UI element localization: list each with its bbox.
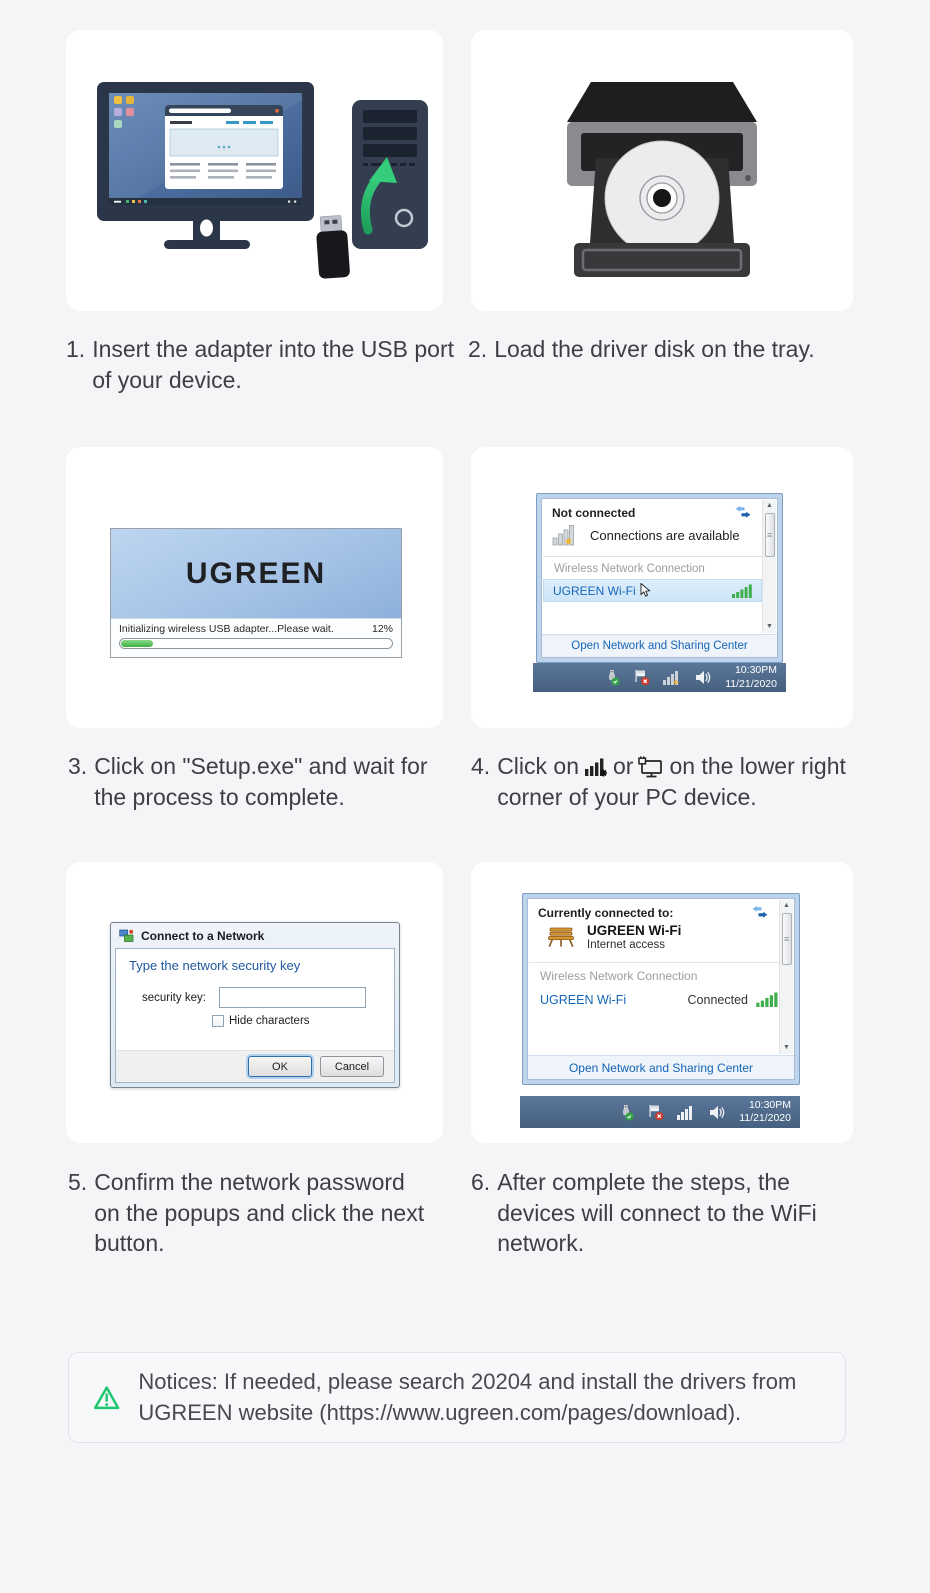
speaker-icon[interactable] xyxy=(709,1105,726,1120)
installer-progress-bar xyxy=(119,638,393,649)
signal-strength-icon xyxy=(732,584,752,598)
computer-usb-illustration xyxy=(66,30,443,311)
step-caption-text: After complete the steps, the devices will connect to the WiFi network. xyxy=(497,1169,817,1257)
dialog-title: Connect to a Network xyxy=(141,928,265,943)
network-tray-icon[interactable] xyxy=(677,1105,696,1120)
installer-progress-fill xyxy=(121,640,153,647)
disc-drive-illustration xyxy=(471,30,853,311)
step-caption-6 xyxy=(471,1167,837,1259)
dialog-heading: Type the network security key xyxy=(129,958,301,973)
network-item-ugreen-wifi[interactable] xyxy=(543,579,762,602)
notice-box xyxy=(68,1352,846,1443)
step-card-1 xyxy=(66,30,443,311)
caption-text-part: Click on xyxy=(497,753,579,779)
network-tray-icon[interactable] xyxy=(663,670,682,685)
security-key-input[interactable] xyxy=(219,987,366,1008)
step-caption-text: Insert the adapter into the USB port of your device. xyxy=(92,336,455,393)
installer-percent: 12% xyxy=(371,623,393,635)
connect-network-dialog xyxy=(110,922,400,1088)
caption-text-part: on the lower right corner of your PC device. xyxy=(497,753,846,810)
network-item-ugreen-wifi[interactable] xyxy=(528,986,794,1011)
step-caption-4 xyxy=(471,751,849,812)
network-bench-icon xyxy=(546,926,576,948)
cursor-icon xyxy=(640,583,651,598)
step-number: 3. xyxy=(68,753,88,779)
notice-text: Notices: If needed, please search 20204 and install the drivers from UGREEN website (https://www.ugreen.com/pages/download). xyxy=(138,1369,797,1425)
network-section-label: Wireless Network Connection xyxy=(540,969,698,983)
windows-taskbar xyxy=(520,1096,800,1128)
open-network-sharing-link[interactable]: Open Network and Sharing Center xyxy=(542,634,777,657)
scroll-thumb[interactable]: ≡ xyxy=(782,913,792,965)
hide-characters-label: Hide characters xyxy=(229,1015,310,1027)
step-caption-3 xyxy=(68,751,446,812)
step-caption-text: Confirm the network password on the popups and click the next button. xyxy=(94,1169,425,1257)
installer-status-panel xyxy=(111,618,401,657)
step-number: 1. xyxy=(66,336,86,362)
installer-window xyxy=(110,528,402,658)
step-caption-1 xyxy=(66,334,464,395)
flyout-header-text: Not connected xyxy=(552,506,636,520)
scrollbar[interactable] xyxy=(762,500,776,633)
step-card-2 xyxy=(471,30,853,311)
security-key-label: security key: xyxy=(142,991,206,1004)
step-caption-text xyxy=(497,751,849,812)
taskbar-clock[interactable]: 10:30PM 11/21/2020 xyxy=(725,664,777,690)
step-number: 4. xyxy=(471,753,491,779)
step-card-6 xyxy=(471,862,853,1143)
taskbar-clock[interactable]: 10:30PM 11/21/2020 xyxy=(739,1098,791,1124)
warning-triangle-icon xyxy=(93,1375,120,1421)
network-dialog-icon xyxy=(119,929,134,943)
hide-characters-checkbox[interactable] xyxy=(212,1015,224,1027)
flyout-header-text: Currently connected to: xyxy=(538,906,674,920)
signal-bars-star-icon xyxy=(584,756,608,778)
ok-button[interactable]: OK xyxy=(248,1056,312,1077)
connections-available-text: Connections are available xyxy=(590,527,740,543)
speaker-icon[interactable] xyxy=(695,670,712,685)
connected-network-name: UGREEN Wi-Fi xyxy=(587,923,682,938)
network-monitor-icon xyxy=(638,756,664,778)
usb-tray-icon[interactable] xyxy=(603,669,620,686)
scroll-down-icon[interactable]: ▼ xyxy=(783,1044,790,1051)
step-number: 2. xyxy=(468,336,488,362)
network-name: UGREEN Wi-Fi xyxy=(553,583,636,598)
signal-strength-icon xyxy=(756,992,778,1007)
step-caption-2 xyxy=(468,334,815,365)
usb-adapter xyxy=(315,215,350,279)
step-card-5 xyxy=(66,862,443,1143)
action-center-flag-icon[interactable] xyxy=(647,1104,664,1121)
step-number: 6. xyxy=(471,1169,491,1195)
scroll-thumb[interactable]: ≡ xyxy=(765,513,775,557)
scrollbar[interactable] xyxy=(779,900,793,1054)
step-card-4 xyxy=(471,447,853,728)
step-caption-5 xyxy=(68,1167,429,1259)
scroll-up-icon[interactable]: ▲ xyxy=(766,502,773,509)
connected-status: Connected xyxy=(687,992,748,1007)
usb-tray-icon[interactable] xyxy=(617,1104,634,1121)
cancel-button[interactable]: Cancel xyxy=(320,1056,384,1077)
wireless-signal-star-icon xyxy=(552,524,578,546)
action-center-flag-icon[interactable] xyxy=(633,669,650,686)
internet-access-text: Internet access xyxy=(587,939,665,951)
network-name: UGREEN Wi-Fi xyxy=(540,992,627,1007)
step-number: 5. xyxy=(68,1169,88,1195)
network-flyout-connected xyxy=(522,893,800,1085)
network-section-label: Wireless Network Connection xyxy=(554,563,705,575)
open-network-sharing-link[interactable]: Open Network and Sharing Center xyxy=(528,1055,794,1079)
ugreen-logo: UGREEN xyxy=(185,556,327,590)
network-flyout-disconnected xyxy=(536,493,783,663)
scroll-down-icon[interactable]: ▼ xyxy=(766,623,773,630)
scroll-up-icon[interactable]: ▲ xyxy=(783,902,790,909)
step-caption-text: Load the driver disk on the tray. xyxy=(494,336,815,362)
installer-status-text: Initializing wireless USB adapter...Please wait. xyxy=(119,623,334,635)
step-card-3 xyxy=(66,447,443,728)
refresh-arrows-icon[interactable] xyxy=(735,506,751,519)
step-caption-text: Click on "Setup.exe" and wait for the process to complete. xyxy=(94,753,428,810)
caption-text-part: or xyxy=(613,753,634,779)
windows-taskbar xyxy=(533,663,786,692)
refresh-arrows-icon[interactable] xyxy=(752,906,768,919)
